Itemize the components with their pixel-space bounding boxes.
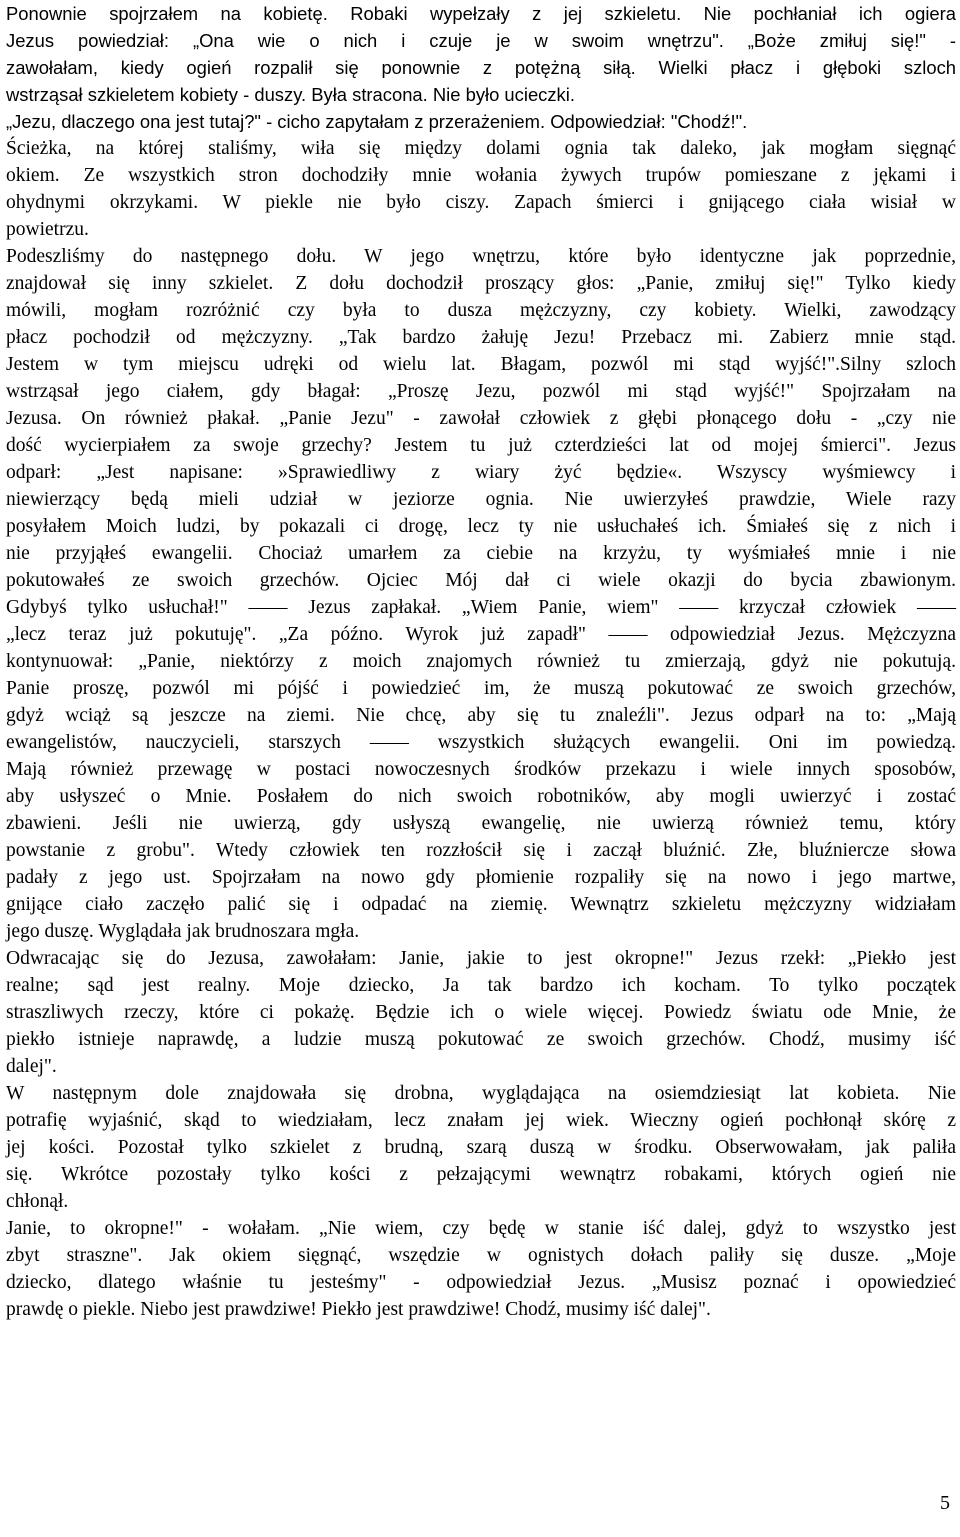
text-line: chłonął. xyxy=(6,1191,69,1212)
text-line: nie przyjąłeś ewangelii. Chociaż umarłem za ciebie na krzyżu, ty wyśmiałeś mnie i nie xyxy=(6,543,956,564)
text-line: gnijące ciało zaczęło palić się i odpadać na ziemię. Wewnątrz szkieletu mężczyzny widziałam xyxy=(6,894,956,915)
text-line: się. Wkrótce pozostały tylko kości z pełzającymi wewnątrz robakami, których ogień nie xyxy=(6,1164,956,1185)
text-line: jego duszę. Wyglądała jak brudnoszara mgła. xyxy=(6,921,360,942)
text-line: zbyt straszne". Jak okiem sięgnąć, wszędzie w ognistych dołach paliły się dusze. „Moje xyxy=(6,1245,956,1266)
text-line: zawołałam, kiedy ogień rozpalił się ponownie z potężną siłą. Wielki płacz i głęboki szloch xyxy=(6,57,956,78)
text-line: „lecz teraz już pokutuję". „Za późno. Wyrok już zapadł" ―― odpowiedział Jezus. Mężczyzna xyxy=(6,624,956,645)
text-line: gdyż wciąż są jeszcze na ziemi. Nie chcę, aby się tu znaleźli". Jezus odparł na to: „Mają xyxy=(6,705,956,726)
text-line: jej kości. Pozostał tylko szkielet z brudną, szarą duszą w środku. Obserwowałam, jak paliła xyxy=(6,1137,956,1158)
text-line: Gdybyś tylko usłuchał!" ―― Jezus zapłakał. „Wiem Panie, wiem" ―― krzyczał człowiek ―― xyxy=(6,597,956,618)
text-line: Mają również przewagę w postaci nowoczesnych środków przekazu i wiele innych sposobów, xyxy=(6,759,956,780)
text-line: pokutowałeś ze swoich grzechów. Ojciec Mój dał ci wiele okazji do bycia zbawionym. xyxy=(6,570,956,591)
text-line: prawdę o piekle. Niebo jest prawdziwe! Piekło jest prawdziwe! Chodź, musimy iść dalej". xyxy=(6,1299,711,1320)
page-number: 5 xyxy=(940,1492,950,1514)
text-line: Odwracając się do Jezusa, zawołałam: Janie, jakie to jest okropne!" Jezus rzekł: „Piekło jest xyxy=(6,948,956,969)
text-line: W następnym dole znajdowała się drobna, wyglądająca na osiemdziesiąt lat kobieta. Nie xyxy=(6,1083,956,1104)
text-line: realne; sąd jest realny. Moje dziecko, Ja tak bardzo ich kocham. To tylko początek xyxy=(6,975,956,996)
text-line: powstanie z grobu". Wtedy człowiek ten rozzłościł się i zaczął bluźnić. Złe, bluźniercze słowa xyxy=(6,840,956,861)
text-line: ohydnymi okrzykami. W piekle nie było ciszy. Zapach śmierci i gnijącego ciała wisiał w xyxy=(6,192,956,213)
text-line: powietrzu. xyxy=(6,219,89,240)
text-line: Ścieżka, na której staliśmy, wiła się między dolami ognia tak daleko, jak mogłam sięgnąć xyxy=(6,138,956,159)
text-line: ewangelistów, nauczycieli, starszych ―― wszystkich służących ewangelii. Oni im powiedzą. xyxy=(6,732,956,753)
text-line: kontynuował: „Panie, niektórzy z moich znajomych również tu zmierzają, gdyż nie pokutują. xyxy=(6,651,956,672)
text-line: znajdował się inny szkielet. Z dołu dochodził proszący głos: „Panie, zmiłuj się!" Tylko kiedy xyxy=(6,273,956,294)
text-line: „Jezu, dlaczego ona jest tutaj?" - cicho zapytałam z przerażeniem. Odpowiedział: "Chodź!". xyxy=(6,111,748,132)
text-line: Ponownie spojrzałem na kobietę. Robaki wypełzały z jej szkieletu. Nie pochłaniał ich ogiera xyxy=(6,3,956,24)
text-line: piekło istnieje naprawdę, a ludzie muszą pokutować ze swoich grzechów. Chodź, musimy iść xyxy=(6,1029,956,1050)
text-line: dziecko, dlatego właśnie tu jesteśmy" - odpowiedział Jezus. „Musisz poznać i opowiedzieć xyxy=(6,1272,956,1293)
text-line: dość wycierpiałem za swoje grzechy? Jestem tu już czterdzieści lat od mojej śmierci". Jezus xyxy=(6,435,956,456)
text-line: dalej". xyxy=(6,1056,57,1077)
document-page xyxy=(6,0,956,1537)
text-line: aby usłyszeć o Mnie. Posłałem do nich swoich robotników, aby mogli uwierzyć i zostać xyxy=(6,786,956,807)
text-line: padały z jego ust. Spojrzałam na nowo gdy płomienie rozpaliły się na nowo i jego martwe, xyxy=(6,867,956,888)
text-line: Janie, to okropne!" - wołałam. „Nie wiem, czy będę w stanie iść dalej, gdyż to wszystko jest xyxy=(6,1218,956,1239)
text-line: posyłałem Moich ludzi, by pokazali ci drogę, lecz ty nie usłuchałeś ich. Śmiałeś się z nich i xyxy=(6,516,956,537)
text-line: zbawieni. Jeśli nie uwierzą, gdy usłyszą ewangelię, nie uwierzą również temu, który xyxy=(6,813,956,834)
text-line: niewierzący będą mieli udział w jeziorze ognia. Nie uwierzyłeś prawdzie, Wiele razy xyxy=(6,489,956,510)
text-line: wstrząsał jego ciałem, gdy błagał: „Proszę Jezu, pozwól mi stąd wyjść!" Spojrzałam na xyxy=(6,381,956,402)
text-line: Podeszliśmy do następnego dołu. W jego wnętrzu, które było identyczne jak poprzednie, xyxy=(6,246,956,267)
text-line: potrafię wyjaśnić, skąd to wiedziałam, lecz znałam jej wiek. Wieczny ogień pochłonął skórę z xyxy=(6,1110,956,1131)
text-line: straszliwych rzeczy, które ci pokażę. Będzie ich o wiele więcej. Powiedz światu ode Mnie, że xyxy=(6,1002,956,1023)
text-line: Jezus powiedział: „Ona wie o nich i czuje je w swoim wnętrzu". „Boże zmiłuj się!" - xyxy=(6,30,956,51)
text-line: wstrząsał szkieletem kobiety - duszy. Była stracona. Nie było ucieczki. xyxy=(6,84,575,105)
text-line: płacz pochodził od mężczyzny. „Tak bardzo żałuję Jezu! Przebacz mi. Zabierz mnie stąd. xyxy=(6,327,956,348)
text-line: Jestem w tym miejscu udręki od wielu lat. Błagam, pozwól mi stąd wyjść!".Silny szloch xyxy=(6,354,956,375)
text-line: odparł: „Jest napisane: »Sprawiedliwy z wiary żyć będzie«. Wszyscy wyśmiewcy i xyxy=(6,462,956,483)
text-line: okiem. Ze wszystkich stron dochodziły mnie wołania żywych trupów pomieszane z jękami i xyxy=(6,165,956,186)
text-line: Panie proszę, pozwól mi pójść i powiedzieć im, że muszą pokutować ze swoich grzechów, xyxy=(6,678,956,699)
text-line: Jezusa. On również płakał. „Panie Jezu" - zawołał człowiek z głębi płonącego dołu - „czy nie xyxy=(6,408,956,429)
text-line: mówili, mogłam rozróżnić czy była to dusza mężczyzny, czy kobiety. Wielki, zawodzący xyxy=(6,300,956,321)
